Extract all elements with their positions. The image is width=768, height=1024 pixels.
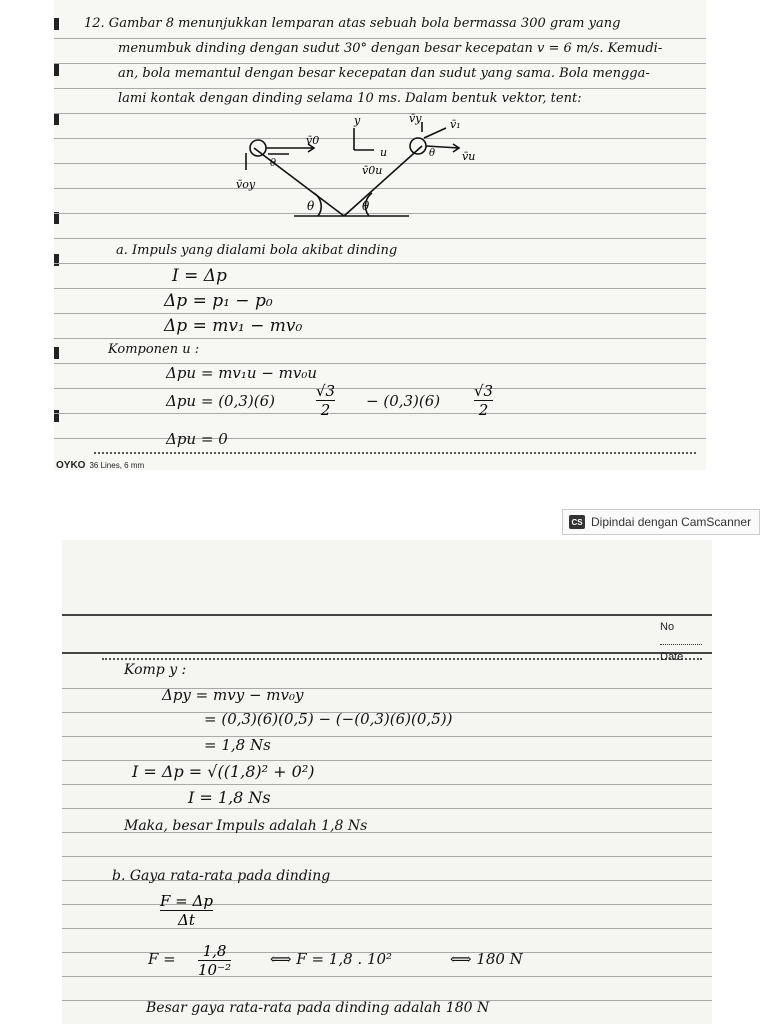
label-u: u bbox=[380, 146, 388, 159]
force-formula: F = Δp Δt bbox=[160, 892, 213, 929]
notebook-page-1 bbox=[54, 0, 706, 470]
label-v1: v̄₁ bbox=[450, 118, 461, 131]
margin-mark bbox=[54, 64, 59, 76]
label-vu: v̄u bbox=[462, 150, 476, 163]
komponen-label: Komponen u : bbox=[108, 342, 200, 357]
impulse-result: I = 1,8 Ns bbox=[188, 788, 271, 807]
part-b-heading: b. Gaya rata-rata pada dinding bbox=[112, 868, 331, 884]
fraction-sqrt3-over-2-b: √3 2 bbox=[474, 382, 494, 419]
momentum-u-line-2b: − (0,3)(6) bbox=[366, 392, 441, 410]
collision-diagram bbox=[234, 108, 534, 223]
label-v0u: v̄0u bbox=[362, 164, 383, 177]
label-theta-left: θ bbox=[307, 199, 315, 213]
label-v0: v̄0 bbox=[306, 134, 320, 147]
problem-line-3: an, bola memantul dengan besar kecepatan dan sudut yang sama. Bola mengga- bbox=[118, 66, 650, 81]
impulse-line-3: Δp = mv₁ − mv₀ bbox=[164, 316, 303, 336]
impulse-conclusion: Maka, besar Impuls adalah 1,8 Ns bbox=[124, 818, 368, 834]
label-vy: v̄y bbox=[409, 112, 422, 125]
momentum-u-result: Δpu = 0 bbox=[166, 430, 228, 448]
problem-line-2: menumbuk dinding dengan sudut 30° dengan besar kecepatan v = 6 m/s. Kemudi- bbox=[118, 41, 663, 56]
no-date-box: No Date bbox=[660, 620, 702, 665]
camscanner-label: Dipindai dengan CamScanner bbox=[591, 515, 752, 529]
label-theta-ball-2: θ bbox=[270, 158, 277, 169]
label-v0y: v̄oy bbox=[236, 178, 256, 191]
momentum-y-line-2: = (0,3)(6)(0,5) − (−(0,3)(6)(0,5)) bbox=[204, 710, 453, 728]
impulse-line-2: Δp = p₁ − p₀ bbox=[164, 291, 273, 311]
momentum-u-line-2: Δpu = (0,3)(6) bbox=[166, 392, 276, 410]
notebook-page-2 bbox=[62, 540, 712, 1024]
margin-mark bbox=[54, 347, 59, 359]
label-y: y bbox=[354, 114, 361, 127]
momentum-y-line-3: = 1,8 Ns bbox=[204, 736, 271, 754]
force-calc-step: ⟺ F = 1,8 . 10² bbox=[270, 950, 393, 968]
margin-mark bbox=[54, 410, 59, 422]
momentum-u-line-1: Δpu = mv₁u − mv₀u bbox=[166, 364, 318, 382]
label-theta-right: θ bbox=[362, 199, 370, 213]
problem-line-1: 12. Gambar 8 menunjukkan lemparan atas sebuah bola bermassa 300 gram yang bbox=[84, 16, 621, 31]
force-calc-result: ⟺ 180 N bbox=[450, 950, 523, 968]
impulse-line-1: I = Δp bbox=[172, 266, 227, 286]
impulse-magnitude: I = Δp = √((1,8)² + 0²) bbox=[132, 762, 315, 781]
label-theta-ball: θ bbox=[429, 148, 436, 159]
momentum-y-line-1: Δpy = mvy − mv₀y bbox=[162, 686, 304, 704]
fraction-sqrt3-over-2: √3 2 bbox=[316, 382, 336, 419]
notebook-brand: OYKO 36 Lines, 6 mm bbox=[56, 460, 145, 471]
force-calc-label: F = bbox=[148, 950, 176, 968]
margin-mark bbox=[54, 254, 59, 266]
margin-mark bbox=[54, 18, 59, 30]
camscanner-logo-icon: CS bbox=[569, 515, 585, 529]
komp-y-label: Komp y : bbox=[124, 662, 187, 678]
margin-mark bbox=[54, 113, 59, 125]
problem-line-4: lami kontak dengan dinding selama 10 ms. Dalam bentuk vektor, tent: bbox=[118, 91, 582, 106]
force-conclusion: Besar gaya rata-rata pada dinding adalah 180 N bbox=[146, 1000, 490, 1016]
force-fraction: 1,8 10⁻² bbox=[198, 942, 232, 979]
part-a-heading: a. Impuls yang dialami bola akibat dinding bbox=[116, 243, 398, 258]
camscanner-watermark bbox=[562, 509, 760, 535]
